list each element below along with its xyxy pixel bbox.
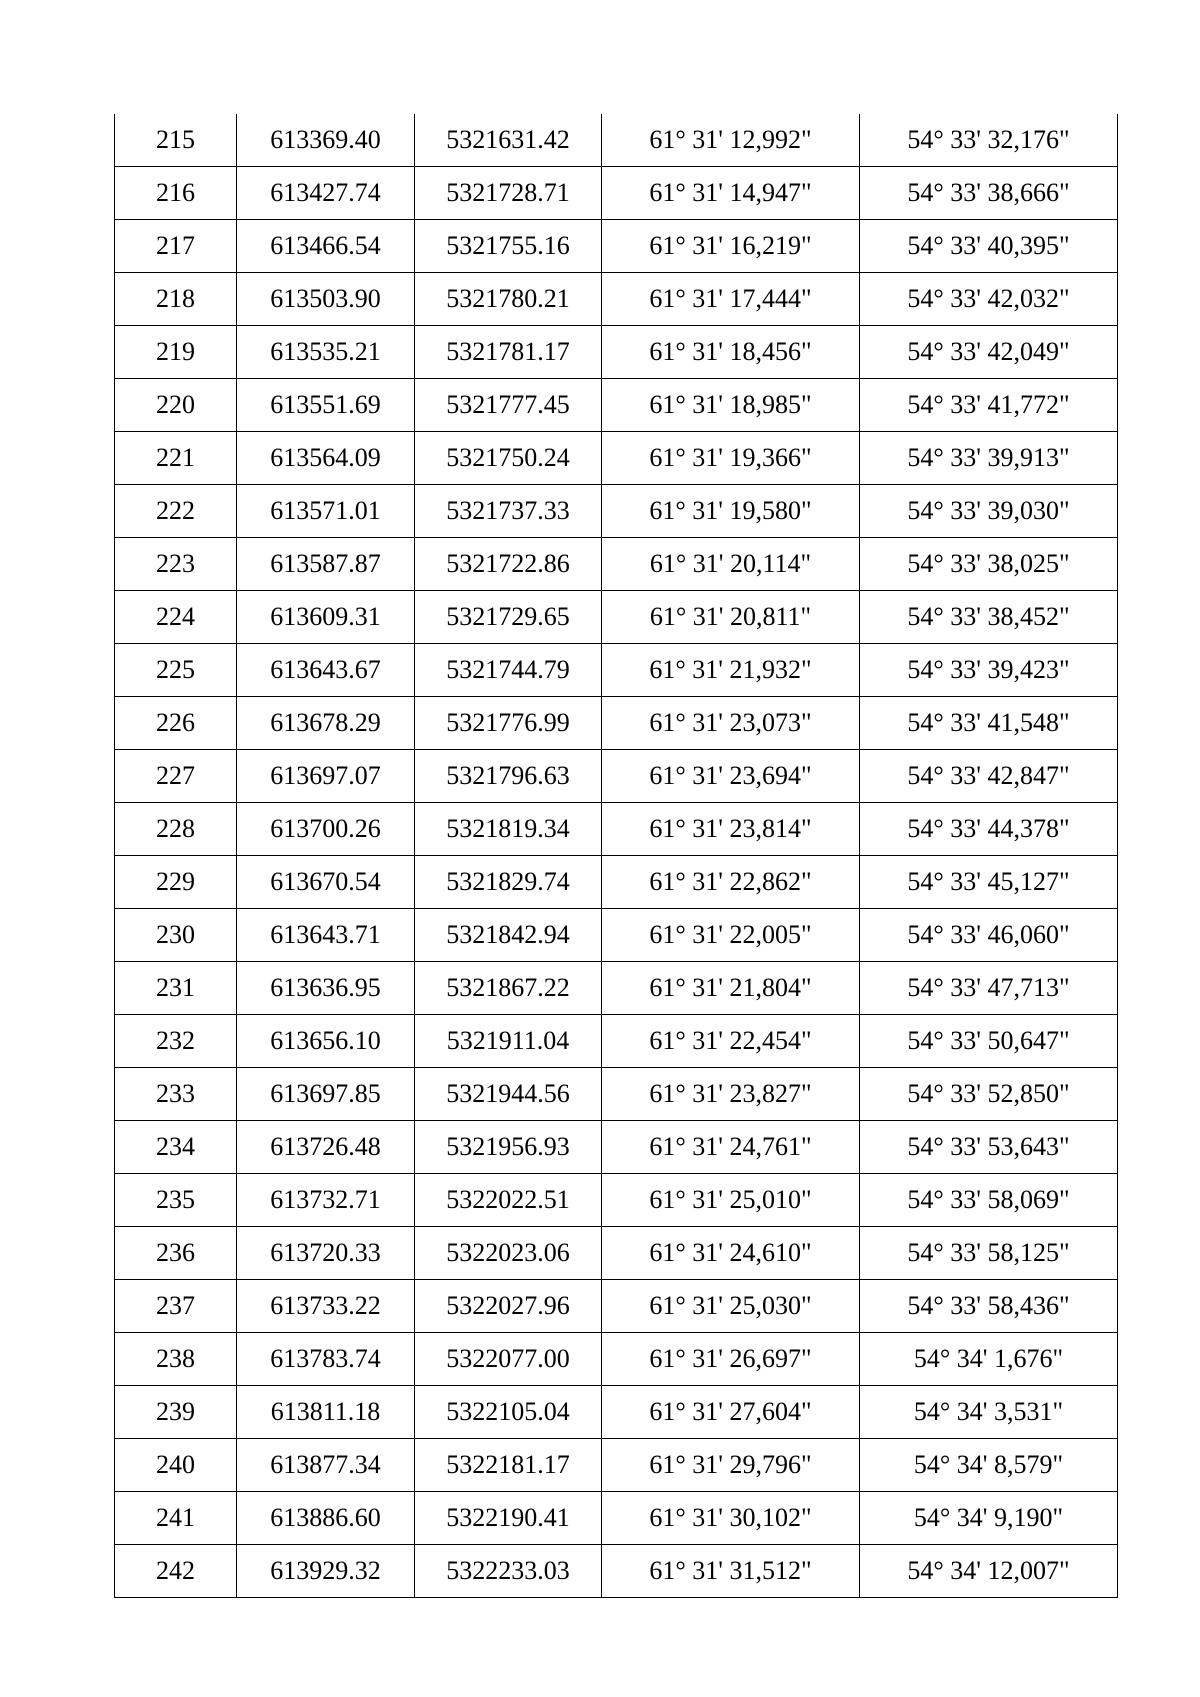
x-coordinate-cell: 613643.71: [237, 909, 415, 962]
latitude-cell: 54° 33' 46,060": [860, 909, 1118, 962]
x-coordinate-cell: 613697.85: [237, 1068, 415, 1121]
longitude-cell: 61° 31' 18,985": [602, 379, 860, 432]
x-coordinate-cell: 613929.32: [237, 1545, 415, 1598]
table-row: [115, 1068, 1118, 1121]
longitude-cell: 61° 31' 29,796": [602, 1439, 860, 1492]
point-number-cell: 237: [115, 1280, 237, 1333]
longitude-cell: 61° 31' 19,580": [602, 485, 860, 538]
y-coordinate-cell: 5322027.96: [415, 1280, 602, 1333]
latitude-cell: 54° 33' 39,913": [860, 432, 1118, 485]
y-coordinate-cell: 5321842.94: [415, 909, 602, 962]
x-coordinate-cell: 613571.01: [237, 485, 415, 538]
y-coordinate-cell: 5321729.65: [415, 591, 602, 644]
x-coordinate-cell: 613783.74: [237, 1333, 415, 1386]
point-number-cell: 230: [115, 909, 237, 962]
latitude-cell: 54° 33' 38,025": [860, 538, 1118, 591]
table-row: [115, 485, 1118, 538]
point-number-cell: 216: [115, 167, 237, 220]
longitude-cell: 61° 31' 20,114": [602, 538, 860, 591]
table-row: [115, 432, 1118, 485]
point-number-cell: 235: [115, 1174, 237, 1227]
longitude-cell: 61° 31' 27,604": [602, 1386, 860, 1439]
latitude-cell: 54° 34' 3,531": [860, 1386, 1118, 1439]
table-row: [115, 1545, 1118, 1598]
point-number-cell: 221: [115, 432, 237, 485]
y-coordinate-cell: 5321728.71: [415, 167, 602, 220]
longitude-cell: 61° 31' 14,947": [602, 167, 860, 220]
y-coordinate-cell: 5321737.33: [415, 485, 602, 538]
table-row: [115, 167, 1118, 220]
y-coordinate-cell: 5321867.22: [415, 962, 602, 1015]
y-coordinate-cell: 5321777.45: [415, 379, 602, 432]
table-row: [115, 803, 1118, 856]
latitude-cell: 54° 33' 58,125": [860, 1227, 1118, 1280]
x-coordinate-cell: 613732.71: [237, 1174, 415, 1227]
table-row: [115, 591, 1118, 644]
longitude-cell: 61° 31' 23,073": [602, 697, 860, 750]
latitude-cell: 54° 33' 32,176": [860, 114, 1118, 167]
x-coordinate-cell: 613587.87: [237, 538, 415, 591]
longitude-cell: 61° 31' 30,102": [602, 1492, 860, 1545]
x-coordinate-cell: 613670.54: [237, 856, 415, 909]
latitude-cell: 54° 33' 42,049": [860, 326, 1118, 379]
y-coordinate-cell: 5321776.99: [415, 697, 602, 750]
x-coordinate-cell: 613535.21: [237, 326, 415, 379]
point-number-cell: 239: [115, 1386, 237, 1439]
latitude-cell: 54° 34' 9,190": [860, 1492, 1118, 1545]
y-coordinate-cell: 5321744.79: [415, 644, 602, 697]
latitude-cell: 54° 33' 58,069": [860, 1174, 1118, 1227]
longitude-cell: 61° 31' 23,694": [602, 750, 860, 803]
point-number-cell: 236: [115, 1227, 237, 1280]
coordinates-table: [114, 114, 1118, 1598]
point-number-cell: 226: [115, 697, 237, 750]
table-row: [115, 1015, 1118, 1068]
latitude-cell: 54° 33' 38,666": [860, 167, 1118, 220]
point-number-cell: 217: [115, 220, 237, 273]
point-number-cell: 238: [115, 1333, 237, 1386]
x-coordinate-cell: 613503.90: [237, 273, 415, 326]
x-coordinate-cell: 613877.34: [237, 1439, 415, 1492]
y-coordinate-cell: 5321911.04: [415, 1015, 602, 1068]
longitude-cell: 61° 31' 21,932": [602, 644, 860, 697]
x-coordinate-cell: 613720.33: [237, 1227, 415, 1280]
point-number-cell: 219: [115, 326, 237, 379]
table-row: [115, 644, 1118, 697]
table-row: [115, 1439, 1118, 1492]
longitude-cell: 61° 31' 22,454": [602, 1015, 860, 1068]
longitude-cell: 61° 31' 21,804": [602, 962, 860, 1015]
x-coordinate-cell: 613733.22: [237, 1280, 415, 1333]
y-coordinate-cell: 5321631.42: [415, 114, 602, 167]
x-coordinate-cell: 613427.74: [237, 167, 415, 220]
y-coordinate-cell: 5322233.03: [415, 1545, 602, 1598]
latitude-cell: 54° 33' 42,847": [860, 750, 1118, 803]
x-coordinate-cell: 613697.07: [237, 750, 415, 803]
latitude-cell: 54° 33' 52,850": [860, 1068, 1118, 1121]
y-coordinate-cell: 5322190.41: [415, 1492, 602, 1545]
y-coordinate-cell: 5321755.16: [415, 220, 602, 273]
table-body: [115, 114, 1118, 1598]
longitude-cell: 61° 31' 24,761": [602, 1121, 860, 1174]
table-row: [115, 273, 1118, 326]
latitude-cell: 54° 33' 47,713": [860, 962, 1118, 1015]
table-row: [115, 697, 1118, 750]
table-row: [115, 750, 1118, 803]
table-row: [115, 220, 1118, 273]
x-coordinate-cell: 613726.48: [237, 1121, 415, 1174]
table-row: [115, 1386, 1118, 1439]
latitude-cell: 54° 33' 39,423": [860, 644, 1118, 697]
y-coordinate-cell: 5322077.00: [415, 1333, 602, 1386]
table-row: [115, 1280, 1118, 1333]
latitude-cell: 54° 33' 38,452": [860, 591, 1118, 644]
latitude-cell: 54° 34' 8,579": [860, 1439, 1118, 1492]
table-row: [115, 1121, 1118, 1174]
point-number-cell: 223: [115, 538, 237, 591]
table-row: [115, 1492, 1118, 1545]
x-coordinate-cell: 613564.09: [237, 432, 415, 485]
latitude-cell: 54° 33' 39,030": [860, 485, 1118, 538]
longitude-cell: 61° 31' 12,992": [602, 114, 860, 167]
x-coordinate-cell: 613636.95: [237, 962, 415, 1015]
y-coordinate-cell: 5321944.56: [415, 1068, 602, 1121]
x-coordinate-cell: 613551.69: [237, 379, 415, 432]
longitude-cell: 61° 31' 18,456": [602, 326, 860, 379]
x-coordinate-cell: 613369.40: [237, 114, 415, 167]
longitude-cell: 61° 31' 16,219": [602, 220, 860, 273]
y-coordinate-cell: 5321829.74: [415, 856, 602, 909]
y-coordinate-cell: 5322181.17: [415, 1439, 602, 1492]
table-row: [115, 379, 1118, 432]
x-coordinate-cell: 613700.26: [237, 803, 415, 856]
longitude-cell: 61° 31' 26,697": [602, 1333, 860, 1386]
longitude-cell: 61° 31' 31,512": [602, 1545, 860, 1598]
point-number-cell: 224: [115, 591, 237, 644]
table-row: [115, 538, 1118, 591]
latitude-cell: 54° 33' 44,378": [860, 803, 1118, 856]
point-number-cell: 231: [115, 962, 237, 1015]
table-row: [115, 326, 1118, 379]
y-coordinate-cell: 5322105.04: [415, 1386, 602, 1439]
latitude-cell: 54° 33' 42,032": [860, 273, 1118, 326]
table-row: [115, 1227, 1118, 1280]
latitude-cell: 54° 33' 40,395": [860, 220, 1118, 273]
y-coordinate-cell: 5322023.06: [415, 1227, 602, 1280]
point-number-cell: 240: [115, 1439, 237, 1492]
table-row: [115, 962, 1118, 1015]
x-coordinate-cell: 613811.18: [237, 1386, 415, 1439]
point-number-cell: 227: [115, 750, 237, 803]
table-row: [115, 856, 1118, 909]
y-coordinate-cell: 5322022.51: [415, 1174, 602, 1227]
point-number-cell: 233: [115, 1068, 237, 1121]
y-coordinate-cell: 5321956.93: [415, 1121, 602, 1174]
y-coordinate-cell: 5321819.34: [415, 803, 602, 856]
longitude-cell: 61° 31' 22,005": [602, 909, 860, 962]
point-number-cell: 229: [115, 856, 237, 909]
table-row: [115, 114, 1118, 167]
point-number-cell: 225: [115, 644, 237, 697]
y-coordinate-cell: 5321780.21: [415, 273, 602, 326]
x-coordinate-cell: 613643.67: [237, 644, 415, 697]
x-coordinate-cell: 613609.31: [237, 591, 415, 644]
latitude-cell: 54° 34' 12,007": [860, 1545, 1118, 1598]
latitude-cell: 54° 33' 41,772": [860, 379, 1118, 432]
longitude-cell: 61° 31' 22,862": [602, 856, 860, 909]
longitude-cell: 61° 31' 19,366": [602, 432, 860, 485]
y-coordinate-cell: 5321750.24: [415, 432, 602, 485]
point-number-cell: 232: [115, 1015, 237, 1068]
point-number-cell: 215: [115, 114, 237, 167]
y-coordinate-cell: 5321796.63: [415, 750, 602, 803]
latitude-cell: 54° 33' 53,643": [860, 1121, 1118, 1174]
x-coordinate-cell: 613886.60: [237, 1492, 415, 1545]
latitude-cell: 54° 33' 41,548": [860, 697, 1118, 750]
longitude-cell: 61° 31' 20,811": [602, 591, 860, 644]
latitude-cell: 54° 34' 1,676": [860, 1333, 1118, 1386]
longitude-cell: 61° 31' 17,444": [602, 273, 860, 326]
x-coordinate-cell: 613678.29: [237, 697, 415, 750]
point-number-cell: 228: [115, 803, 237, 856]
table-row: [115, 909, 1118, 962]
x-coordinate-cell: 613466.54: [237, 220, 415, 273]
longitude-cell: 61° 31' 23,814": [602, 803, 860, 856]
latitude-cell: 54° 33' 50,647": [860, 1015, 1118, 1068]
longitude-cell: 61° 31' 25,010": [602, 1174, 860, 1227]
point-number-cell: 222: [115, 485, 237, 538]
longitude-cell: 61° 31' 25,030": [602, 1280, 860, 1333]
y-coordinate-cell: 5321722.86: [415, 538, 602, 591]
point-number-cell: 242: [115, 1545, 237, 1598]
x-coordinate-cell: 613656.10: [237, 1015, 415, 1068]
table-row: [115, 1174, 1118, 1227]
point-number-cell: 218: [115, 273, 237, 326]
point-number-cell: 241: [115, 1492, 237, 1545]
longitude-cell: 61° 31' 24,610": [602, 1227, 860, 1280]
longitude-cell: 61° 31' 23,827": [602, 1068, 860, 1121]
y-coordinate-cell: 5321781.17: [415, 326, 602, 379]
latitude-cell: 54° 33' 58,436": [860, 1280, 1118, 1333]
table-row: [115, 1333, 1118, 1386]
point-number-cell: 220: [115, 379, 237, 432]
point-number-cell: 234: [115, 1121, 237, 1174]
latitude-cell: 54° 33' 45,127": [860, 856, 1118, 909]
